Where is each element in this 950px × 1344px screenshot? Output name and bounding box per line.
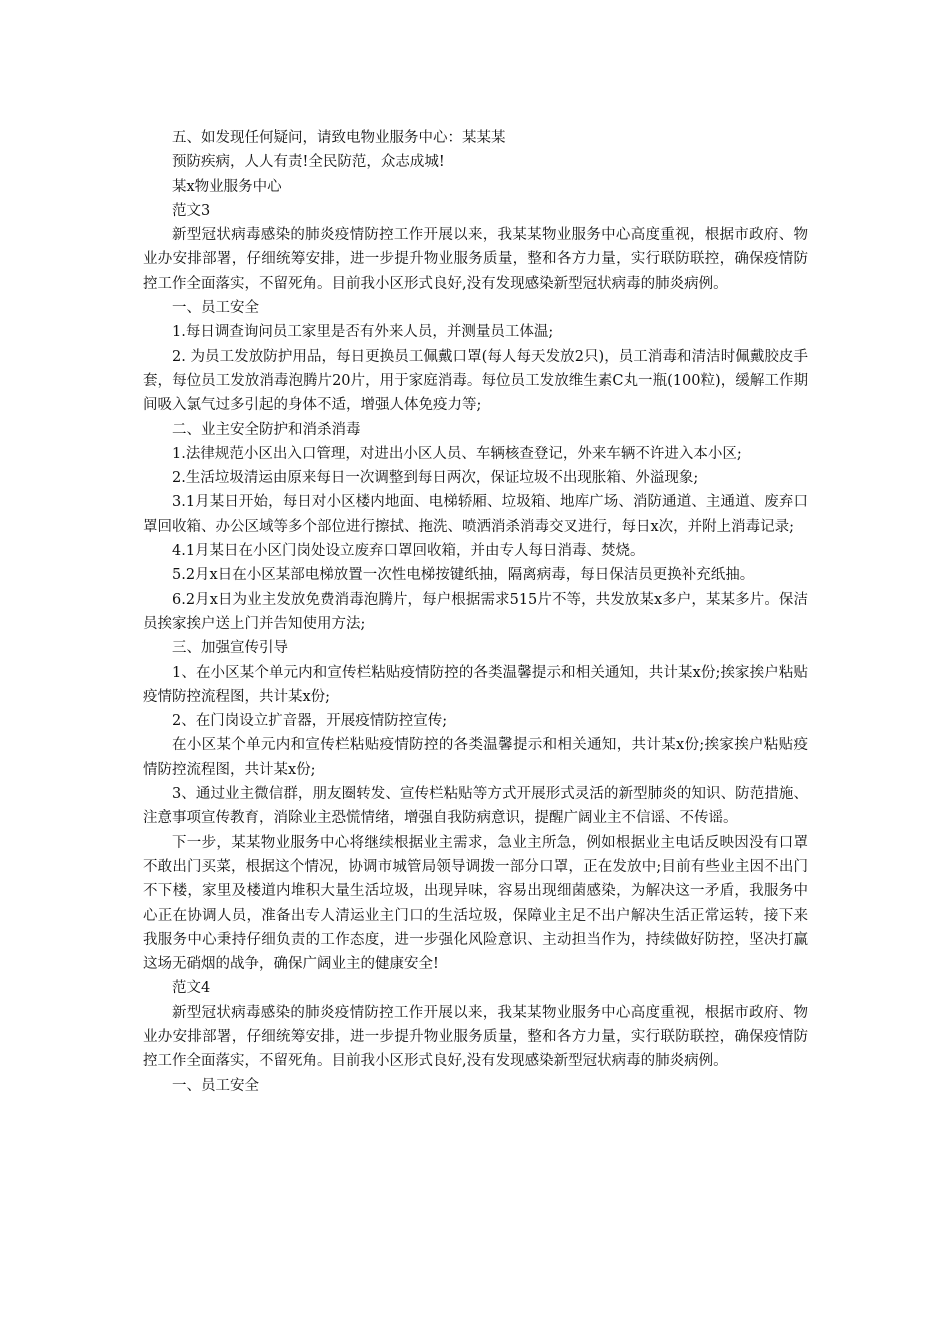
list-item: 5.2月x日在小区某部电梯放置一次性电梯按键纸抽，隔离病毒，每日保洁员更换补充纸抽。 xyxy=(172,567,755,584)
document-body xyxy=(143,126,808,1098)
paragraph-signature: 某x物业服务中心 xyxy=(172,178,282,195)
list-item: 在小区某个单元内和宣传栏粘贴疫情防控的各类温馨提示和相关通知，共计某x份;挨家挨户粘贴疫情防控流程图，共计某x份; xyxy=(143,737,808,778)
list-item: 4.1月某日在小区门岗处设立废弃口罩回收箱，并由专人每日消毒、焚烧。 xyxy=(172,543,645,560)
list-item: 2. 为员工发放防护用品，每日更换员工佩戴口罩(每人每天发放2只)，员工消毒和清洁时佩戴胶皮手套，每位员工发放消毒泡腾片20片，用于家庭消毒。每位员工发放维生素C丸一瓶(100粒)，缓解工作期间吸入氯气过多引起的身体不适，增强人体免疫力等; xyxy=(143,348,808,414)
section-heading-sample-4: 范文4 xyxy=(172,980,211,997)
heading-staff-safety: 一、员工安全 xyxy=(172,1077,259,1094)
list-item: 1、在小区某个单元内和宣传栏粘贴疫情防控的各类温馨提示和相关通知，共计某x份;挨家挨户粘贴疫情防控流程图，共计某x份; xyxy=(143,664,808,705)
heading-staff-safety: 一、员工安全 xyxy=(172,300,259,317)
list-item: 1.法律规范小区出入口管理，对进出小区人员、车辆核查登记，外来车辆不许进入本小区; xyxy=(172,445,742,462)
paragraph-intro: 新型冠状病毒感染的肺炎疫情防控工作开展以来，我某某物业服务中心高度重视，根据市政府、物业办安排部署，仔细统筹安排，进一步提升物业服务质量，整和各方力量，实行联防联控，确保疫情防控工作全面落实，不留死角。目前我小区形式良好,没有发现感染新型冠状病毒的肺炎病例。 xyxy=(143,227,808,292)
paragraph-slogan: 预防疾病，人人有责!全民防范，众志成城! xyxy=(172,154,445,171)
section-heading-sample-3: 范文3 xyxy=(172,202,211,219)
heading-owner-safety: 二、业主安全防护和消杀消毒 xyxy=(172,421,361,438)
heading-publicity: 三、加强宣传引导 xyxy=(172,640,288,657)
paragraph-intro: 新型冠状病毒感染的肺炎疫情防控工作开展以来，我某某物业服务中心高度重视，根据市政府、物业办安排部署，仔细统筹安排，进一步提升物业服务质量，整和各方力量，实行联防联控，确保疫情防控工作全面落实，不留死角。目前我小区形式良好,没有发现感染新型冠状病毒的肺炎病例。 xyxy=(143,1004,808,1070)
paragraph-contact-notice: 五、如发现任何疑问，请致电物业服务中心：某某某 xyxy=(172,130,506,146)
list-item: 2.生活垃圾清运由原来每日一次调整到每日两次，保证垃圾不出现胀箱、外溢现象; xyxy=(172,470,699,487)
list-item: 3.1月某日开始，每日对小区楼内地面、电梯轿厢、垃圾箱、地库广场、消防通道、主通道、废弃口罩回收箱、办公区域等多个部位进行擦拭、拖洗、喷洒消杀消毒交叉进行，每日x次，并附上消毒记录; xyxy=(143,494,808,535)
list-item: 6.2月x日为业主发放免费消毒泡腾片，每户根据需求515片不等，共发放某x多户，某某多片。保洁员挨家挨户送上门并告知使用方法; xyxy=(143,591,808,632)
paragraph-next-steps: 下一步，某某物业服务中心将继续根据业主需求，急业主所急，例如根据业主电话反映因没有口罩不敢出门买菜，根据这个情况，协调市城管局领导调拨一部分口罩，正在发放中;目前有些业主因不出门不下楼，家里及楼道内堆积大量生活垃圾，出现异味，容易出现细菌感染，为解决这一矛盾，我服务中心正在协调人员，准备出专人清运业主门口的生活垃圾，保障业主足不出户解决生活正常运转，接下来我服务中心秉持仔细负责的工作态度，进一步强化风险意识、主动担当作为，持续做好防控，坚决打赢这场无硝烟的战争，确保广阔业主的健康安全! xyxy=(143,834,808,973)
list-item: 1.每日调查询问员工家里是否有外来人员，并测量员工体温; xyxy=(172,324,554,341)
list-item: 3、通过业主微信群，朋友圈转发、宣传栏粘贴等方式开展形式灵活的新型肺炎的知识、防范措施、注意事项宣传教育，消除业主恐慌情绪，增强自我防病意识，提醒广阔业主不信谣、不传谣。 xyxy=(143,786,808,827)
list-item: 2、在门岗设立扩音器，开展疫情防控宣传; xyxy=(172,713,448,730)
